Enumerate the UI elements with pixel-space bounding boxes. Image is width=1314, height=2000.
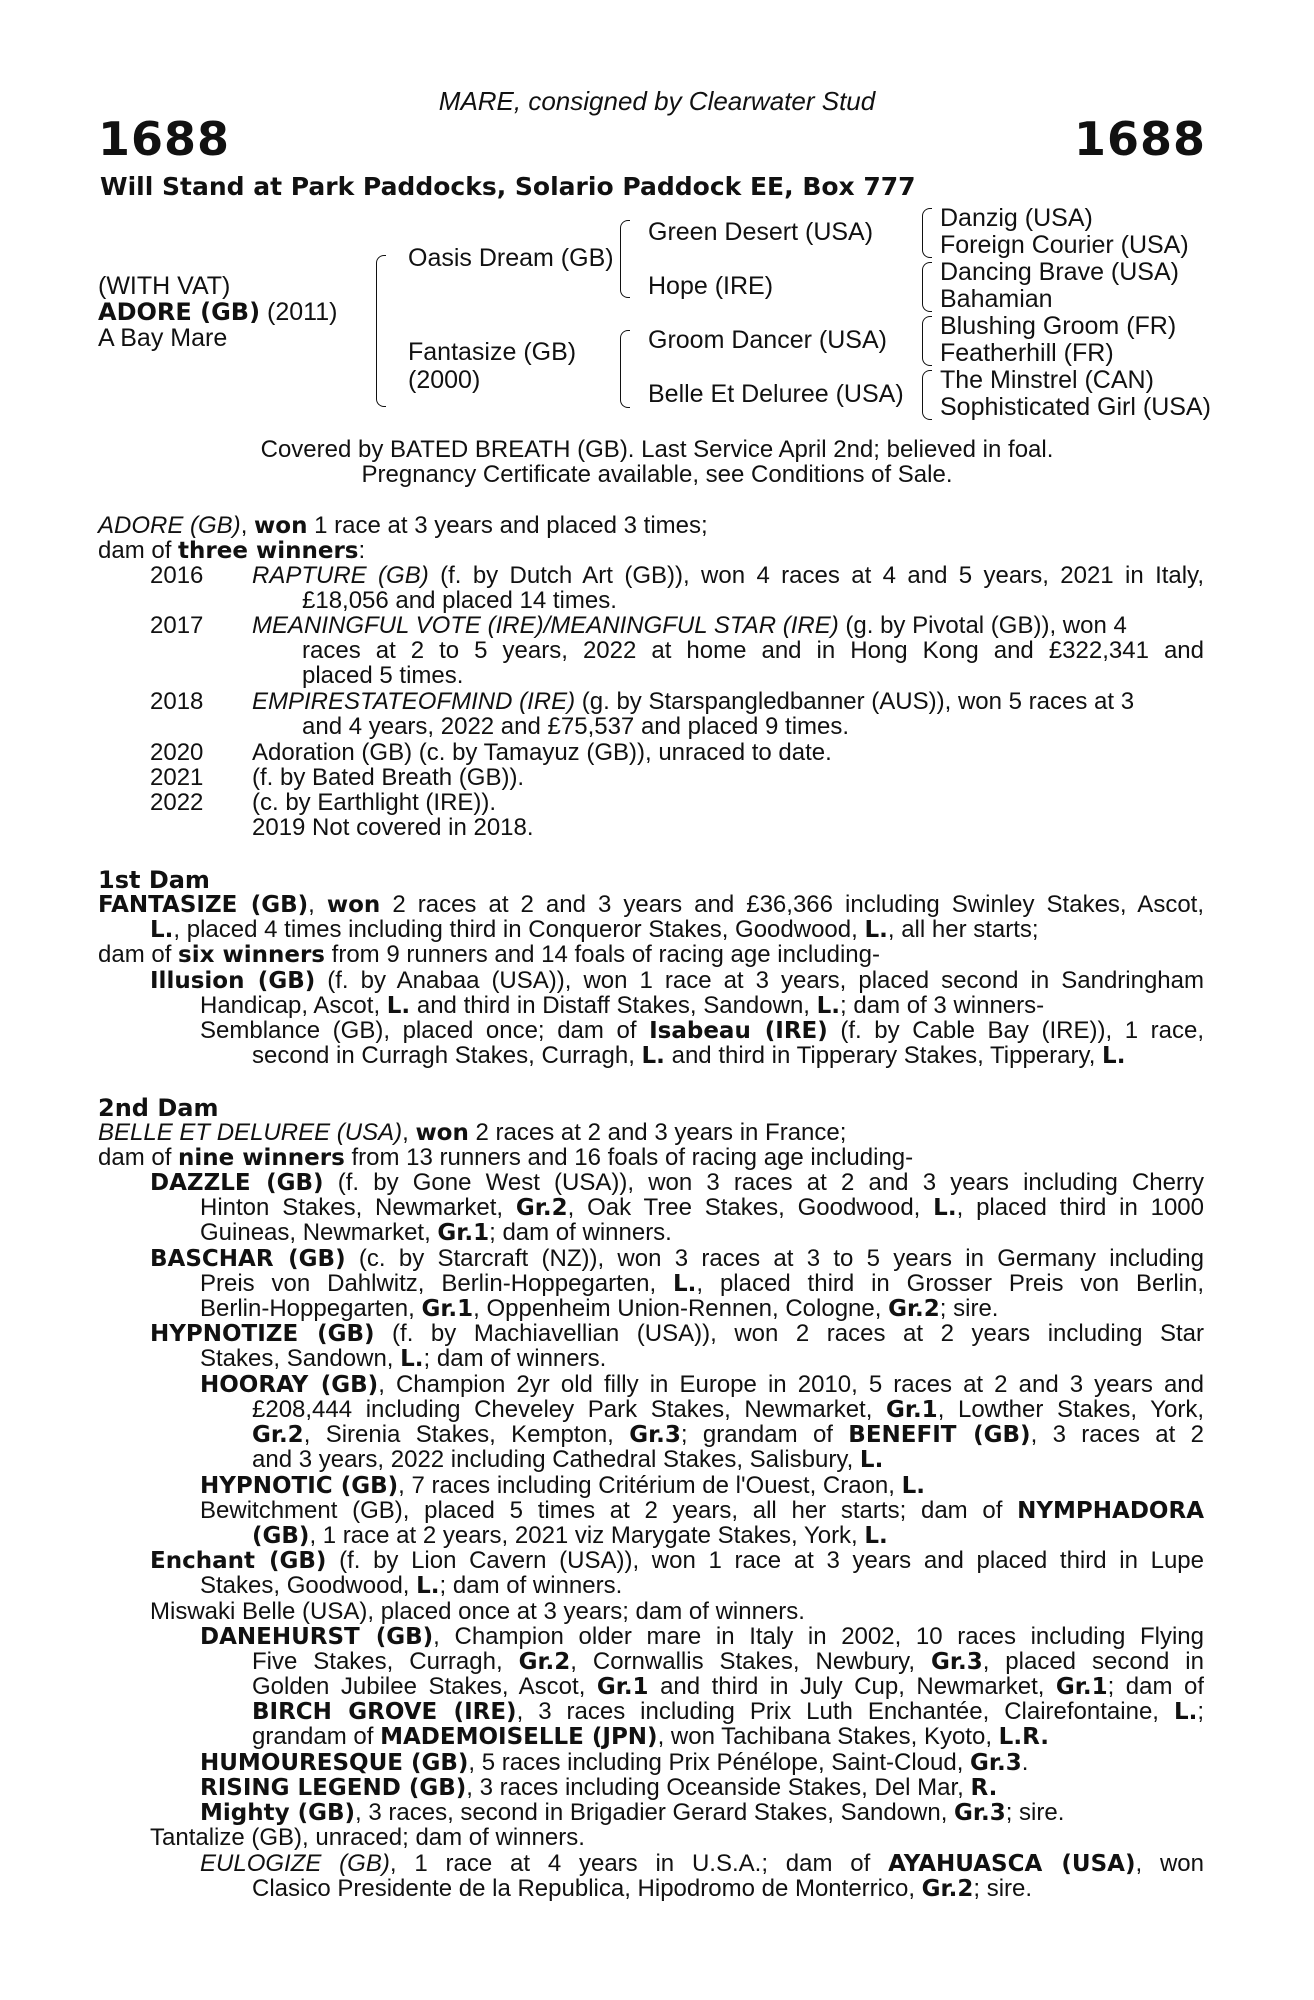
produce-name: Isabeau (IRE) [649, 1018, 828, 1044]
text-bold: L. [864, 1523, 888, 1549]
horse-description: A Bay Mare [98, 324, 228, 352]
text-bold: Gr.1 [1055, 1674, 1108, 1700]
text: , Oppenheim Union-Rennen, Cologne, [473, 1295, 889, 1322]
produce-2018-line-2: and 4 years, 2022 and £75,537 and placed 9 times. [302, 713, 850, 740]
gp-4: Bahamian [940, 285, 1053, 313]
produce-name: Mighty (GB) [200, 1800, 356, 1826]
text: : [358, 537, 366, 564]
text: ; dam of winners. [489, 1219, 672, 1246]
text: Handicap, Ascot, [200, 992, 387, 1019]
text-bold: won [326, 892, 381, 918]
text: , all her starts; [887, 916, 1039, 943]
hooray-line-1 [200, 1371, 1204, 1399]
brace-dam-parents [620, 330, 630, 408]
text: . [1021, 1749, 1029, 1776]
text-bold: L. [864, 917, 888, 943]
rising-legend-line [200, 1774, 997, 1802]
text: , Champion older mare in Italy in 2002, 10 races including Flying [433, 1623, 1204, 1650]
text-bold: Gr.3 [970, 1750, 1022, 1776]
danehurst-line-4 [252, 1698, 1204, 1726]
produce-name: EULOGIZE (GB) [200, 1850, 390, 1877]
text: , won [1135, 1850, 1204, 1877]
year-2018: 2018 [150, 688, 204, 715]
produce-name: MADEMOISELLE (JPN) [380, 1724, 658, 1750]
year-2016: 2016 [150, 562, 204, 589]
first-dam-line-5 [200, 992, 1044, 1020]
produce-name: RISING LEGEND (GB) [200, 1775, 467, 1801]
baschar-line-1 [150, 1245, 1204, 1273]
dazzle-line-2 [200, 1194, 1204, 1222]
text: , Champion 2yr old filly in Europe in 2010, 5 races at 2 and 3 years and [378, 1371, 1204, 1398]
mighty-line [200, 1799, 1064, 1827]
foal-name: EMPIRESTATEOFMIND (IRE) [252, 688, 576, 715]
text: and third in Distaff Stakes, Sandown, [410, 992, 817, 1019]
text: ; sire. [1005, 1799, 1065, 1826]
tantalize-line: Tantalize (GB), unraced; dam of winners. [150, 1824, 585, 1851]
brace-g3 [922, 316, 932, 366]
text: Stakes, Sandown, [200, 1345, 401, 1372]
brace-g4 [922, 370, 932, 420]
text-bold: R. [970, 1775, 998, 1801]
brace-g1 [922, 208, 932, 258]
text: (g. by Starspangledbanner (AUS)), won 5 races at 3 [575, 688, 1135, 715]
text-bold: L.R. [998, 1724, 1049, 1750]
text: from 13 runners and 16 foals of racing age including- [344, 1144, 914, 1171]
text: ; grandam of [680, 1421, 849, 1448]
text: , placed second in [982, 1648, 1204, 1675]
text: , [308, 891, 327, 918]
produce-name: HUMOURESQUE (GB) [200, 1750, 469, 1776]
danehurst-line-5 [252, 1723, 1049, 1751]
produce-name: BASCHAR (GB) [150, 1246, 346, 1272]
second-dam-line-2 [98, 1144, 913, 1172]
text: dam of [98, 537, 179, 564]
horse-name: ADORE (GB) [98, 298, 261, 326]
danehurst-line-3 [252, 1673, 1204, 1701]
produce-name: NYMPHADORA [1017, 1498, 1204, 1524]
first-dam-line-2 [150, 916, 1039, 944]
horse-name-line [98, 298, 337, 327]
text: £208,444 including Cheveley Park Stakes, Newmarket, [252, 1396, 886, 1423]
text-bold: L. [673, 1271, 697, 1297]
bewitchment-line-1 [200, 1497, 1204, 1525]
text-bold: L. [933, 1195, 957, 1221]
text-bold: L. [901, 1473, 926, 1499]
text-bold: Gr.2 [888, 1296, 940, 1322]
brace-g2 [922, 262, 932, 312]
text: , Oak Tree Stakes, Goodwood, [567, 1194, 934, 1221]
lot-number-left: 1688 [98, 112, 231, 166]
text: , [240, 512, 255, 539]
baschar-line-3 [200, 1295, 998, 1323]
text-bold: Gr.1 [437, 1220, 490, 1246]
text: Berlin-Hoppegarten, [200, 1295, 422, 1322]
bewitchment-line-2 [252, 1522, 888, 1550]
humouresque-line [200, 1749, 1028, 1777]
produce-name: DANEHURST (GB) [200, 1624, 434, 1650]
text: (f. by Cable Bay (IRE)), 1 race, [827, 1017, 1204, 1044]
produce-name: Enchant (GB) [150, 1548, 327, 1574]
text: (f. by Lion Cavern (USA)), won 1 race at 3 years and placed third in Lupe [326, 1547, 1204, 1574]
text: Preis von Dahlwitz, Berlin-Hoppegarten, [200, 1270, 674, 1297]
text: , 3 races at 2 [1030, 1421, 1204, 1448]
first-dam-line-7 [252, 1042, 1125, 1070]
text: ; dam of [1107, 1673, 1204, 1700]
gp-1: Danzig (USA) [940, 204, 1093, 232]
produce-name: HOORAY (GB) [200, 1372, 379, 1398]
text: (g. by Pivotal (GB)), won 4 [838, 612, 1127, 639]
text: , won Tachibana Stakes, Kyoto, [657, 1723, 999, 1750]
text: ; dam of winners. [439, 1572, 623, 1599]
text: , 7 races including Critérium de l'Ouest, Craon, [398, 1472, 902, 1499]
produce-2016-line-2: £18,056 and placed 14 times. [302, 587, 617, 614]
text-bold: Gr.3 [954, 1800, 1006, 1826]
text-bold: Gr.1 [886, 1397, 938, 1423]
eulogize-line-2 [252, 1875, 1032, 1903]
text: (f. by Dutch Art (GB)), won 4 races at 4 and 5 years, 2021 in Italy, [428, 562, 1204, 589]
produce-name: DAZZLE (GB) [150, 1170, 324, 1196]
second-dam-heading: 2nd Dam [98, 1094, 219, 1122]
produce-2018-line-1 [252, 688, 1134, 716]
text: , Lowther Stakes, York, [937, 1396, 1204, 1423]
text: 2 races at 2 and 3 years in France; [468, 1119, 847, 1146]
text-bold: L. [416, 1573, 440, 1599]
text: (f. by Anabaa (USA)), won 1 race at 3 years, placed second in Sandringham [315, 967, 1204, 994]
record-line-1 [98, 512, 708, 540]
text: Five Stakes, Curragh, [252, 1648, 519, 1675]
produce-name: BENEFIT (GB) [848, 1422, 1031, 1448]
text: and 3 years, 2022 including Cathedral Stakes, Salisbury, [252, 1446, 860, 1473]
dazzle-line-3 [200, 1219, 672, 1247]
text: , [402, 1119, 416, 1146]
text: , 3 races including Prix Luth Enchantée, Clairefontaine, [516, 1698, 1174, 1725]
text: Clasico Presidente de la Republica, Hipodromo de Monterrico, [252, 1875, 922, 1902]
gp-8: Sophisticated Girl (USA) [940, 393, 1211, 421]
text-bold: six winners [178, 942, 325, 968]
text: dam of [98, 941, 179, 968]
text: ; sire. [973, 1875, 1033, 1902]
hooray-line-2 [252, 1396, 1204, 1424]
mare-name: ADORE (GB) [98, 512, 241, 539]
vat-note: (WITH VAT) [98, 272, 231, 300]
text-bold: three winners [178, 538, 359, 564]
dam-sire: Groom Dancer (USA) [648, 326, 887, 354]
produce-2021: (f. by Bated Breath (GB)). [252, 764, 525, 791]
produce-name: HYPNOTIC (GB) [200, 1473, 399, 1499]
first-dam-line-4 [150, 967, 1204, 995]
hypnotic-line-1 [200, 1472, 925, 1500]
text: Stakes, Goodwood, [200, 1572, 417, 1599]
text-bold: L. [859, 1447, 884, 1473]
first-dam-line-1 [98, 891, 1204, 919]
second-dam-line-1 [98, 1119, 846, 1147]
first-dam-line-3 [98, 941, 880, 969]
sire: Oasis Dream (GB) [408, 244, 614, 272]
text: , 1 race at 2 years, 2021 viz Marygate Stakes, York, [309, 1522, 865, 1549]
text: ; [1197, 1698, 1204, 1725]
text-bold: L. [641, 1043, 665, 1069]
produce-2017-line-3: placed 5 times. [302, 662, 464, 689]
produce-name: Illusion (GB) [150, 968, 316, 994]
consignment-line: MARE, consigned by Clearwater Stud [438, 86, 876, 116]
text: Bewitchment (GB), placed 5 times at 2 years, all her starts; dam of [200, 1497, 1018, 1524]
dam-name: BELLE ET DELUREE (USA) [98, 1119, 403, 1146]
hooray-line-3 [252, 1421, 1204, 1449]
first-dam-line-6 [200, 1017, 1204, 1045]
dazzle-line-1 [150, 1169, 1204, 1197]
year-2017: 2017 [150, 612, 204, 639]
sire-sire: Green Desert (USA) [648, 218, 874, 246]
text: ; dam of 3 winners- [840, 992, 1045, 1019]
brace-sire-parents [620, 220, 630, 298]
text-bold: L. [1173, 1699, 1198, 1725]
text: 2 races at 2 and 3 years and £36,366 including Swinley Stakes, Ascot, [380, 891, 1204, 918]
text: , 1 race at 4 years in U.S.A.; dam of [389, 1850, 889, 1877]
year-2020: 2020 [150, 739, 204, 766]
first-dam-heading: 1st Dam [98, 866, 210, 894]
year-2022: 2022 [150, 789, 204, 816]
gp-6: Featherhill (FR) [940, 339, 1114, 367]
text-bold: Gr.2 [515, 1195, 568, 1221]
text-bold: L. [400, 1346, 424, 1372]
dam-dam: Belle Et Deluree (USA) [648, 380, 904, 408]
enchant-line-1 [150, 1547, 1204, 1575]
text-bold: Gr.2 [252, 1422, 304, 1448]
foal-name: RAPTURE (GB) [252, 562, 429, 589]
baschar-line-2 [200, 1270, 1204, 1298]
dam-year: (2000) [408, 366, 481, 394]
foal-name: MEANINGFUL VOTE (IRE)/MEANINGFUL STAR (IRE) [252, 612, 839, 639]
text: , Cornwallis Stakes, Newbury, [570, 1648, 932, 1675]
produce-2017-line-1 [252, 612, 1127, 640]
text: , placed third in Grosser Preis von Berlin, [696, 1270, 1204, 1297]
gp-3: Dancing Brave (USA) [940, 258, 1179, 286]
text: , 3 races including Oceanside Stakes, Del Mar, [466, 1774, 971, 1801]
eulogize-line-1 [200, 1850, 1204, 1878]
danehurst-line-1 [200, 1623, 1204, 1651]
text: (f. by Machiavellian (USA)), won 2 races at 2 years including Star [374, 1320, 1204, 1347]
text: dam of [98, 1144, 179, 1171]
gp-7: The Minstrel (CAN) [940, 366, 1154, 394]
danehurst-line-2 [252, 1648, 1204, 1676]
text-bold: won [415, 1120, 469, 1146]
text: Golden Jubilee Stakes, Ascot, [252, 1673, 597, 1700]
dam-name: FANTASIZE (GB) [98, 892, 309, 918]
text: second in Curragh Stakes, Curragh, [252, 1042, 642, 1069]
text: and third in Tipperary Stakes, Tipperary, [664, 1042, 1103, 1069]
text: Semblance (GB), placed once; dam of [200, 1017, 650, 1044]
record-line-2 [98, 537, 365, 565]
produce-name: BIRCH GROVE (IRE) [252, 1699, 517, 1725]
gp-2: Foreign Courier (USA) [940, 231, 1189, 259]
year-2021: 2021 [150, 764, 204, 791]
text: , 3 races, second in Brigadier Gerard Stakes, Sandown, [355, 1799, 955, 1826]
text-bold: Gr.2 [921, 1876, 974, 1902]
text: ; dam of winners. [423, 1345, 607, 1372]
text: , Sirenia Stakes, Kempton, [303, 1421, 630, 1448]
produce-2017-line-2: races at 2 to 5 years, 2022 at home and in Hong Kong and £322,341 and [302, 637, 1204, 664]
text: and third in July Cup, Newmarket, [648, 1673, 1056, 1700]
gp-5: Blushing Groom (FR) [940, 312, 1177, 340]
text: from 9 runners and 14 foals of racing age including- [324, 941, 880, 968]
dam: Fantasize (GB) [408, 338, 577, 366]
covered-line-1: Covered by BATED BREATH (GB). Last Service April 2nd; believed in foal. [260, 436, 1054, 463]
horse-year: (2011) [260, 298, 338, 326]
text: grandam of [252, 1723, 381, 1750]
hooray-line-4 [252, 1446, 883, 1474]
miswaki-belle-line: Miswaki Belle (USA), placed once at 3 years; dam of winners. [150, 1598, 805, 1625]
produce-name: HYPNOTIZE (GB) [150, 1321, 375, 1347]
covered-line-2: Pregnancy Certificate available, see Conditions of Sale. [361, 461, 953, 488]
text-bold: L. [150, 917, 174, 943]
enchant-line-2 [200, 1572, 622, 1600]
text: , placed third in 1000 [956, 1194, 1204, 1221]
produce-2016-line-1 [252, 562, 1204, 590]
text: , 5 races including Prix Pénélope, Saint-Cloud, [468, 1749, 971, 1776]
hypnotize-line-1 [150, 1320, 1204, 1348]
text-bold: L. [386, 993, 411, 1019]
produce-2019-note: 2019 Not covered in 2018. [252, 814, 534, 841]
lot-number-right: 1688 [1073, 112, 1206, 166]
text: Hinton Stakes, Newmarket, [200, 1194, 516, 1221]
text-bold: Gr.3 [629, 1422, 681, 1448]
text: Guineas, Newmarket, [200, 1219, 438, 1246]
text-bold: (GB) [252, 1523, 310, 1549]
produce-name: AYAHUASCA (USA) [888, 1851, 1136, 1877]
text-bold: Gr.2 [518, 1649, 571, 1675]
produce-2022: (c. by Earthlight (IRE)). [252, 789, 497, 816]
text: ; sire. [939, 1295, 999, 1322]
text-bold: won [254, 513, 308, 539]
produce-2020: Adoration (GB) (c. by Tamayuz (GB)), unraced to date. [252, 739, 832, 766]
text-bold: Gr.3 [931, 1649, 983, 1675]
text-bold: Gr.1 [421, 1296, 474, 1322]
text-bold: L. [1102, 1043, 1126, 1069]
text: , placed 4 times including third in Conqueror Stakes, Goodwood, [173, 916, 865, 943]
text: (f. by Gone West (USA)), won 3 races at 2 and 3 years including Cherry [323, 1169, 1204, 1196]
text-bold: Gr.1 [596, 1674, 649, 1700]
stand-location: Will Stand at Park Paddocks, Solario Paddock EE, Box 777 [100, 172, 916, 201]
text-bold: L. [816, 993, 841, 1019]
sire-dam: Hope (IRE) [648, 272, 774, 300]
hypnotize-line-2 [200, 1345, 606, 1373]
brace-sire-dam [376, 255, 386, 407]
text: 1 race at 3 years and placed 3 times; [307, 512, 708, 539]
text-bold: nine winners [178, 1145, 345, 1171]
text: (c. by Starcraft (NZ)), won 3 races at 3 to 5 years in Germany including [345, 1245, 1204, 1272]
